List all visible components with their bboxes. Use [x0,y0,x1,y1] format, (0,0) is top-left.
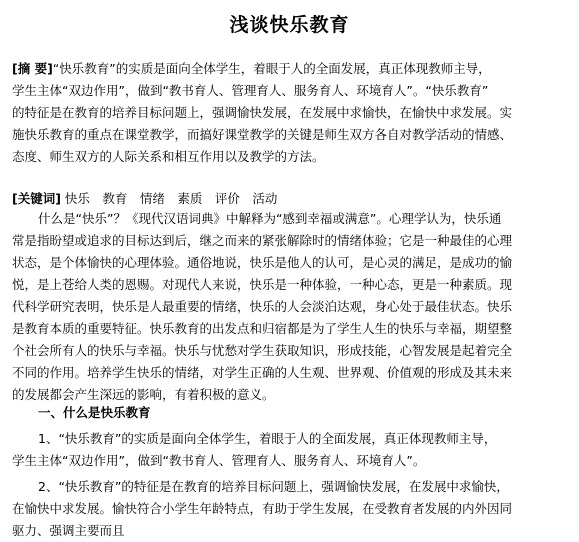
item2-line: 2、“快乐教育”的特征是在教育的培养目标问题上，强调愉快发展，在发展中求愉快， [38,479,509,494]
intro-line: 是教育本质的重要特征。快乐教育的出发点和归宿都是为了学生人生的快乐与幸福，期望整 [12,321,513,336]
abstract-line: 学生主体“双边作用”，做到“教书育人、管理育人、服务育人、环境育人”。“快乐教育” [12,83,489,98]
section1-item2 [12,476,572,542]
abstract-line: [摘 要]“快乐教育”的实质是面向全体学生，着眼于人的全面发展，真正体现教师主导， [12,61,491,76]
intro-line: 个社会所有人的快乐与幸福。快乐与忧愁对学生获取知识，形成技能，心智发展是起着完全 [12,343,513,358]
abstract-line: 态度、师生双方的人际关系和相互作用以及教学的方法。 [12,149,325,164]
intro-line: 不同的作用。培养学生快乐的情绪，对学生正确的人生观、世界观、价值观的形成及其未来 [12,365,513,380]
abstract-line: 的特征是在教育的培养目标问题上，强调愉快发展，在发展中求愉快，在愉快中求发展。实 [12,105,513,120]
abstract-paragraph [12,58,572,168]
abstract-line: 施快乐教育的重点在课堂教学，而搞好课堂教学的关键是师生双方各自对教学活动的情感、 [12,127,513,142]
intro-line: 常是指盼望或追求的目标达到后，继之而来的紧张解除时的情绪体验；它是一种最佳的心理 [12,233,513,248]
item1-line: 学生主体“双边作用”，做到“教书育人、管理育人、服务育人、环境育人”。 [12,453,426,468]
keywords-paragraph [12,188,572,210]
section-heading [12,402,572,424]
item2-line: 在愉快中求发展。愉快符合小学生年龄特点，有助于学生发展，在受教育者发展的内外因同 [12,501,513,516]
intro-line: 状态，是个体愉快的心理体验。通俗地说，快乐是他人的认可，是心灵的满足，是成功的愉 [12,255,513,270]
intro-line: 代科学研究表明，快乐是人最重要的情绪，快乐的人会淡泊达观，身心处于最佳状态。快乐 [12,299,513,314]
item1-line: 1、“快乐教育”的实质是面向全体学生，着眼于人的全面发展，真正体现教师主导， [38,431,497,446]
section1-item1 [12,428,572,472]
item2-line: 驱力、强调主要而且 [12,523,125,538]
intro-line: 什么是“快乐”？《现代汉语词典》中解释为“感到幸福或满意”。心理学认为，快乐通 [38,211,502,226]
section1-heading: 一、什么是快乐教育 [38,405,151,420]
intro-paragraph [12,208,572,406]
document-title: 浅谈快乐教育 [229,14,350,36]
intro-line: 悦，是上苍给人类的恩赐。对现代人来说，快乐是一种体验，一种心态，更是一种素质。现 [12,277,513,292]
abstract-label: [摘 要] [12,61,53,76]
intro-line: 的发展都会产生深远的影响，有着积极的意义。 [12,387,275,402]
keywords-text: 快乐 教育 情绪 素质 评价 活动 [64,191,278,206]
keywords-label: [关键词] [12,191,61,206]
